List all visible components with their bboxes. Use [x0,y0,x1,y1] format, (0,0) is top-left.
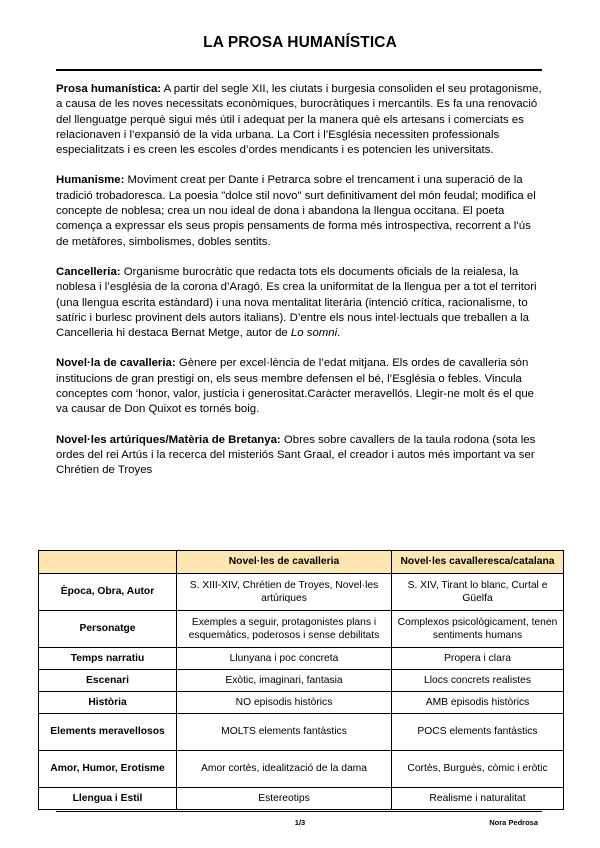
table-row [39,788,564,810]
row-label: Temps narratiu [39,648,177,670]
section-cancelleria [56,265,544,341]
table-cell: POCS elements fantàstics [392,714,564,751]
table-row [39,574,564,611]
table-row [39,648,564,670]
section-term: Humanisme: [56,174,125,187]
table-cell: Llocs concrets realistes [392,670,564,692]
section-term: Novel·les artúriques/Matèria de Bretanya: [56,433,281,446]
section-text: Obres sobre cavallers de la taula rodona (sota les ordes del rei Artús i la recerca del misteriós Sant Graal, el creador i autos més important va ser Chrétien de Troyes [56,433,536,477]
footer-divider [56,811,542,812]
section-text: Moviment creat per Dante i Petrarca sobre el trencament i una superació de la tradició trobadoresca. La poesia "dolce stil novo" surt definitivament del món feudal; modifica el concepte de noblesa; crea un nou ideal de dona i abandona la llengua occitana. El poeta comença a expressar els seus propis pensaments de forma més introspectiva, recorrent a l’ús de metàfores, simbolismes, dobles sentits. [56,174,536,248]
row-label: Època, Obra, Autor [39,574,177,611]
section-term: Cancelleria: [56,265,121,278]
table-cell: Propera i clara [392,648,564,670]
page-number: 1/3 [294,818,306,827]
row-label: Personatge [39,611,177,648]
section-text: Gènere per excel·lència de l’edat mitjana. Els ordes de cavalleria són institucions de gran prestigi on, els seus membre defensen el bé, l’Església o febles. Vincula conceptes com ‘honor, valor, justícia i generositat.Caràcter meravellós. Llegir-ne molt és el que va causar de Don Quixot es tornés boig. [56,357,535,416]
section-text: A partir del segle XII, les ciutats i burgesia consoliden el seu protagonisme, a causa de les noves necessitats econòmiques, burocràtiques i mercantils. Es fa una renovació del llenguatge perquè sigui més útil i adequat per la manera què els artesans i comerciats es relacionaven i l’expansió de la vida urbana. La Cort i l’Església necessiten professionals especialitzats i es creen les escoles d’ordes mendicants i es potencien les universitats. [56,83,542,157]
section-italic-title: Lo somni [290,327,338,340]
section-text-end: . [337,327,341,340]
table-cell: S. XIII-XIV, Chrétien de Troyes, Novel·les artúriques [177,574,392,611]
table-row [39,670,564,692]
table-cell: S. XIV, Tirant lo blanc, Curtal e Güelfa [392,574,564,611]
row-label: Elements meravellosos [39,714,177,751]
row-label: Escenari [39,670,177,692]
row-label: Llengua i Estil [39,788,177,810]
table-cell: Exòtic, imaginari, fantasia [177,670,392,692]
table-row [39,751,564,788]
table-cell: Estereotips [177,788,392,810]
row-label: Història [39,692,177,714]
column-header-cavalleria: Novel·les de cavalleria [177,551,392,574]
table-row [39,611,564,648]
table-cell: Cortès, Burguès, còmic i eròtic [392,751,564,788]
definitions-list [56,82,544,494]
section-novella-cavalleria [56,356,544,417]
section-text: Organisme burocràtic que redacta tots els documents oficials de la reialesa, la noblesa i l’església de la corona d’Aragó. Es crea la uniformitat de la llengua per a tot el territori (una llengua escrita estàndard) i una nova mentalitat literària (intenció crítica, racionalisme, to satíric i burlesc provinent dels autors italians). D’entre els nous intel·lectuals que treballen a la Cancelleria hi destaca Bernat Metge, autor de [56,265,537,340]
section-prosa-humanistica [56,82,544,158]
row-label: Amor, Humor, Erotisme [39,751,177,788]
table-cell: AMB episodis històrics [392,692,564,714]
section-humanisme [56,173,544,249]
table-cell: Realisme i naturalitat [392,788,564,810]
table-cell: MOLTS elements fantàstics [177,714,392,751]
page-title: LA PROSA HUMANÍSTICA [203,34,397,51]
section-term: Novel·la de cavalleria: [56,357,176,370]
table-cell: NO episodis històrics [177,692,392,714]
table-row [39,692,564,714]
section-novelles-arturiques [56,433,544,479]
table-header-row [39,551,564,574]
table-cell: Llunyana i poc concreta [177,648,392,670]
table-row [39,714,564,751]
column-header-catalana: Novel·les cavalleresca/catalana [392,551,564,574]
table-cell: Complexos psicològicament, tenen sentiments humans [392,611,564,648]
comparison-table [38,550,564,810]
footer-author: Nora Pedrosa [489,818,538,827]
section-term: Prosa humanística: [56,83,162,95]
table-cell: Amor cortès, idealització de la dama [177,751,392,788]
table-corner-cell [39,551,177,574]
table-cell: Exemples a seguir, protagonistes plans i esquemàtics, poderosos i sense debilitats [177,611,392,648]
title-divider [56,69,542,71]
